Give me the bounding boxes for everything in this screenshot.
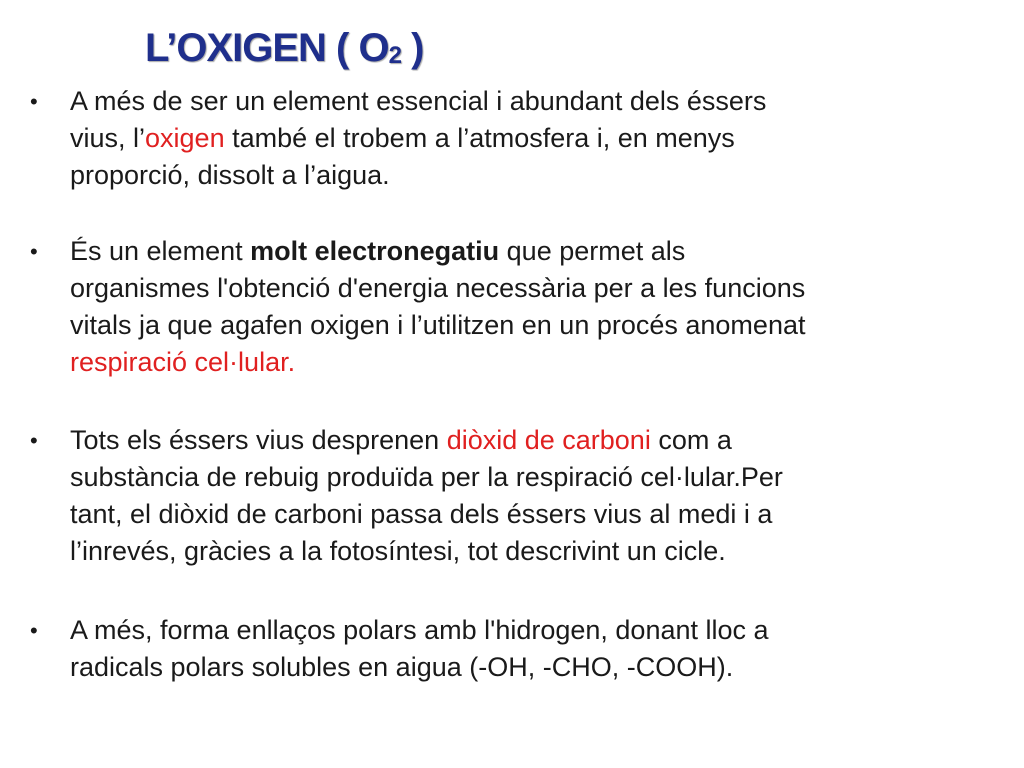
text-run: A més de ser un element essencial i abundant dels éssers (70, 86, 767, 116)
bullet-line (70, 120, 766, 157)
text-run: vitals ja que agafen oxigen i l’utilitzen en un procés anomenat (70, 310, 806, 340)
bullet-marker: • (30, 618, 38, 643)
bullet-line (70, 533, 783, 570)
bullet-text-1 (70, 83, 766, 194)
bullet-line (70, 157, 766, 194)
text-run: radicals polars solubles en aigua (-OH, -CHO, -COOH). (70, 652, 734, 682)
bullet-marker: • (30, 89, 38, 114)
bullet-line (70, 307, 805, 344)
bullet-line (70, 459, 783, 496)
bullet-item-4 (28, 612, 998, 686)
slide-title (145, 22, 423, 80)
highlight-text: oxigen (145, 123, 225, 153)
text-run: tant, el diòxid de carboni passa dels éssers vius al medi i a (70, 499, 773, 529)
title-subscript: 2 (388, 42, 401, 69)
bullet-text-2 (70, 233, 805, 381)
highlight-text: diòxid de carboni (446, 425, 651, 455)
title-main: L’OXIGEN ( O (145, 26, 389, 70)
text-run: que permet als (499, 236, 686, 266)
text-run: també el trobem a l’atmosfera i, en menys (224, 123, 735, 153)
bullet-line (70, 83, 766, 120)
highlight-text: respiració cel·lular. (70, 347, 296, 377)
bullet-line (70, 270, 805, 307)
bullet-item-2 (28, 233, 998, 381)
text-run: l’inrevés, gràcies a la fotosíntesi, tot descrivint un cicle. (70, 536, 726, 566)
text-run: organismes l'obtenció d'energia necessària per a les funcions (70, 273, 806, 303)
bullet-item-1 (28, 83, 998, 194)
text-run: proporció, dissolt a l’aigua. (70, 160, 390, 190)
bullet-line (70, 649, 769, 686)
bullet-line (70, 344, 805, 381)
text-run: substància de rebuig produïda per la respiració cel·lular.Per (70, 462, 783, 492)
bullet-text-3 (70, 422, 783, 570)
bullet-text-4 (70, 612, 769, 686)
text-run: És un element (70, 236, 251, 266)
bullet-line (70, 233, 805, 270)
title-close: ) (400, 26, 424, 70)
bold-text: molt electronegatiu (250, 236, 500, 266)
bullet-item-3 (28, 422, 998, 570)
bullet-line (70, 422, 783, 459)
text-run: A més, forma enllaços polars amb l'hidrogen, donant lloc a (70, 615, 769, 645)
bullet-marker: • (30, 428, 38, 453)
text-run: Tots els éssers vius desprenen (70, 425, 447, 455)
bullet-line (70, 612, 769, 649)
text-run: vius, l’ (70, 123, 146, 153)
bullet-marker: • (30, 239, 38, 264)
bullet-line (70, 496, 783, 533)
text-run: com a (650, 425, 732, 455)
